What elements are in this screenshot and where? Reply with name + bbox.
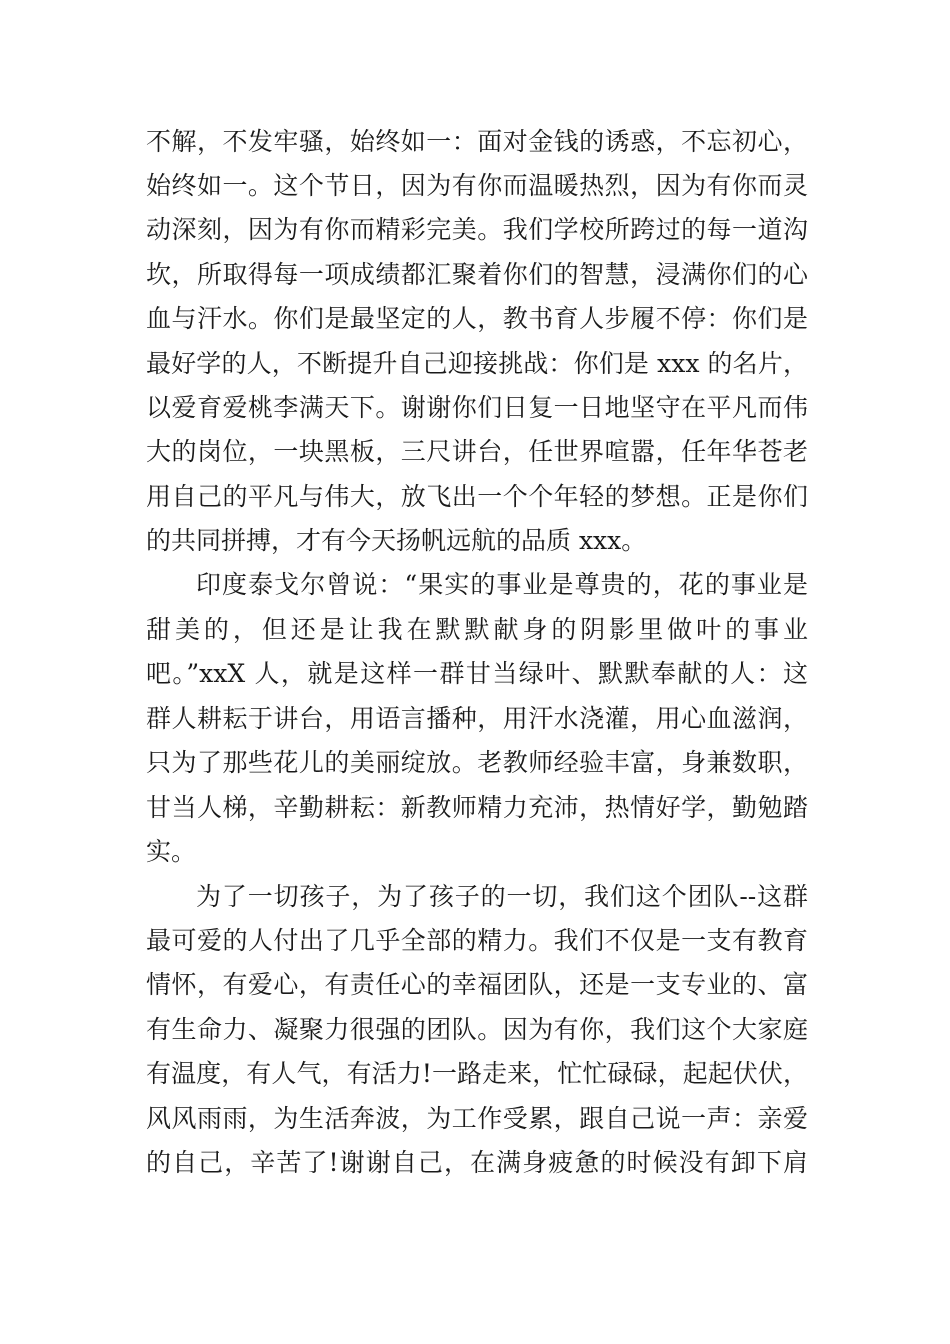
text-line: 风风雨雨，为生活奔波，为工作受累，跟自己说一声：亲爱 — [146, 1104, 808, 1133]
text-line: 有生命力、凝聚力很强的团队。因为有你，我们这个大家庭 — [146, 1015, 808, 1044]
text-line: 甘当人梯，辛勤耕耘：新教师精力充沛，热情好学，勤勉踏 — [146, 793, 808, 822]
text-line: 有温度，有人气，有活力!一路走来，忙忙碌碌，起起伏伏， — [146, 1059, 808, 1088]
text-line: 情怀，有爱心，有责任心的幸福团队，还是一支专业的、富 — [146, 970, 808, 999]
text-line: 以爱育爱桃李满天下。谢谢你们日复一日地坚守在平凡而伟 — [146, 393, 808, 422]
text-line: 始终如一。这个节日，因为有你而温暖热烈，因为有你而灵 — [146, 171, 808, 200]
text-line: 吧。”xxX 人，就是这样一群甘当绿叶、默默奉献的人：这 — [146, 659, 808, 688]
text-line: 不解，不发牢骚，始终如一：面对金钱的诱惑，不忘初心， — [146, 127, 808, 156]
text-line: 坎，所取得每一项成绩都汇聚着你们的智慧，浸满你们的心 — [146, 260, 808, 289]
text-line: 甜美的，但还是让我在默默献身的阴影里做叶的事业 — [146, 615, 808, 644]
paragraph-first-line: 印度泰戈尔曾说：“果实的事业是尊贵的，花的事业是 — [196, 570, 808, 599]
text-line: 血与汗水。你们是最坚定的人，教书育人步履不停：你们是 — [146, 304, 808, 333]
text-line: 实。 — [146, 837, 197, 866]
text-line: 用自己的平凡与伟大，放飞出一个个年轻的梦想。正是你们 — [146, 482, 808, 511]
text-line: 的共同拼搏，才有今天扬帆远航的品质 xxx。 — [146, 526, 647, 555]
paragraph-first-line: 为了一切孩子，为了孩子的一切，我们这个团队--这群 — [196, 882, 808, 911]
text-line: 的自己，辛苦了!谢谢自己，在满身疲惫的时候没有卸下肩 — [146, 1148, 808, 1177]
text-line: 大的岗位，一块黑板，三尺讲台，任世界喧嚣，任年华苍老 — [146, 437, 808, 466]
text-line: 动深刻，因为有你而精彩完美。我们学校所跨过的每一道沟 — [146, 215, 808, 244]
text-line: 只为了那些花儿的美丽绽放。老教师经验丰富，身兼数职， — [146, 748, 808, 777]
text-line: 最好学的人，不断提升自己迎接挑战：你们是 xxx 的名片， — [146, 349, 808, 378]
text-line: 群人耕耘于讲台，用语言播种，用汗水浇灌，用心血滋润， — [146, 704, 808, 733]
text-line: 最可爱的人付出了几乎全部的精力。我们不仅是一支有教育 — [146, 926, 808, 955]
